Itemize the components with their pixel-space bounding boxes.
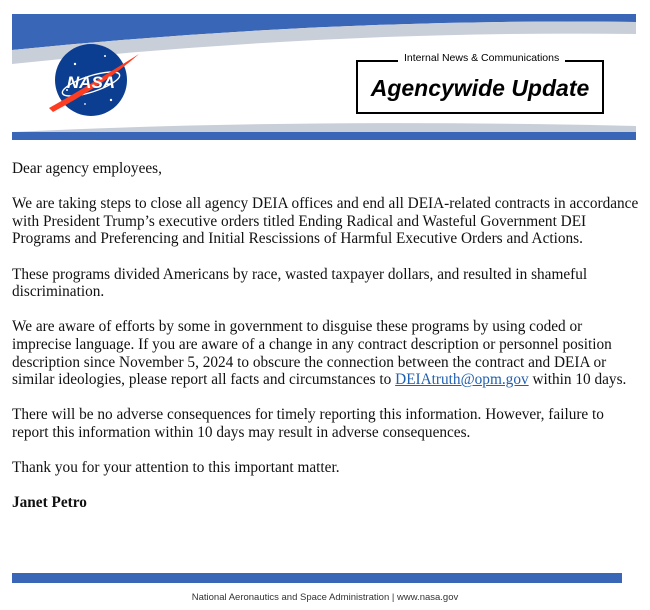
nasa-meatball-icon xyxy=(45,38,143,122)
banner-title: Agencywide Update xyxy=(370,75,590,101)
footer-bar xyxy=(12,573,622,583)
paragraph-3-text-before: We are aware of efforts by some in government to disguise these programs by using coded or imprecise language. If you are aware of a change in any contract description or personnel position description since November 5, 2024 to obscure the connection between the contract and DEIA or similar ideologies, please report all facts and circumstances to xyxy=(12,318,612,389)
closing-line: Thank you for your attention to this important matter. xyxy=(12,459,340,477)
section-label: Internal News & Communications xyxy=(398,52,565,64)
signature: Janet Petro xyxy=(12,494,87,512)
nasa-logo xyxy=(45,38,143,122)
newsletter-header xyxy=(0,0,650,142)
paragraph-1: We are taking steps to close all agency DEIA offices and end all DEIA-related contracts in accordance with President Trump’s executive orders titled Ending Radical and Wasteful Government DEI Programs and Preferencing and Initial Rescissions of Harmful Executive Orders and Actions. xyxy=(12,195,639,248)
nasa-logo-text: NASA xyxy=(66,73,116,92)
footer-text: National Aeronautics and Space Administration | www.nasa.gov xyxy=(191,592,459,603)
letter-body xyxy=(12,160,640,529)
report-email-link[interactable]: DEIAtruth@opm.gov xyxy=(395,371,529,389)
paragraph-3 xyxy=(12,318,640,388)
paragraph-2: These programs divided Americans by race, wasted taxpayer dollars, and resulted in shameful discrimination. xyxy=(12,265,588,301)
paragraph-3-text-after: within 10 days. xyxy=(528,371,627,389)
paragraph-4: There will be no adverse consequences for timely reporting this information. However, failure to report this information within 10 days may result in adverse consequences. xyxy=(12,406,604,441)
greeting: Dear agency employees, xyxy=(12,160,162,177)
